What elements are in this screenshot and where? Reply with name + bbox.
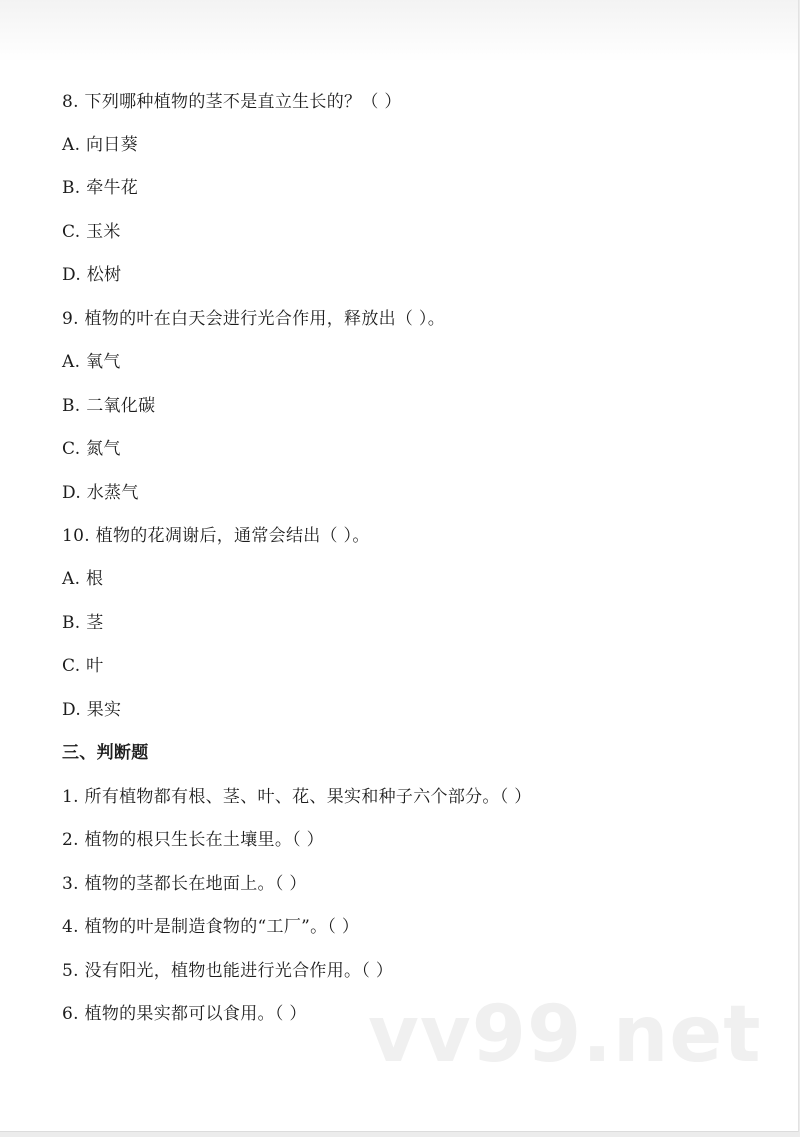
question-9-option-c: C. 氮气 xyxy=(62,439,121,459)
page-top-shade xyxy=(0,0,798,62)
question-8-option-d: D. 松树 xyxy=(62,265,122,285)
judgement-item-2: 2. 植物的根只生长在土壤里。（ ） xyxy=(62,830,324,850)
question-10-option-c: C. 叶 xyxy=(62,656,104,676)
judgement-item-6: 6. 植物的果实都可以食用。（ ） xyxy=(62,1004,307,1024)
question-10-stem: 10. 植物的花凋谢后，通常会结出（ ）。 xyxy=(62,526,370,546)
question-9-option-b: B. 二氧化碳 xyxy=(62,396,156,416)
question-8-stem: 8. 下列哪种植物的茎不是直立生长的？（ ） xyxy=(62,92,402,112)
judgement-item-1: 1. 所有植物都有根、茎、叶、花、果实和种子六个部分。（ ） xyxy=(62,787,532,807)
question-10-option-b: B. 茎 xyxy=(62,613,104,633)
judgement-item-4: 4. 植物的叶是制造食物的“工厂”。（ ） xyxy=(62,917,360,937)
question-9-option-d: D. 水蒸气 xyxy=(62,483,139,503)
section-heading-judgement: 三、判断题 xyxy=(62,743,149,763)
question-8-option-a: A. 向日葵 xyxy=(62,135,138,155)
question-9-option-a: A. 氧气 xyxy=(62,352,121,372)
watermark: vv99.net xyxy=(368,990,762,1080)
question-10-option-d: D. 果实 xyxy=(62,700,122,720)
judgement-item-3: 3. 植物的茎都长在地面上。（ ） xyxy=(62,874,307,894)
judgement-item-5: 5. 没有阳光，植物也能进行光合作用。（ ） xyxy=(62,961,394,981)
question-10-option-a: A. 根 xyxy=(62,569,104,589)
question-8-option-c: C. 玉米 xyxy=(62,222,121,242)
question-9-stem: 9. 植物的叶在白天会进行光合作用，释放出（ ）。 xyxy=(62,309,446,329)
question-8-option-b: B. 牵牛花 xyxy=(62,178,139,198)
